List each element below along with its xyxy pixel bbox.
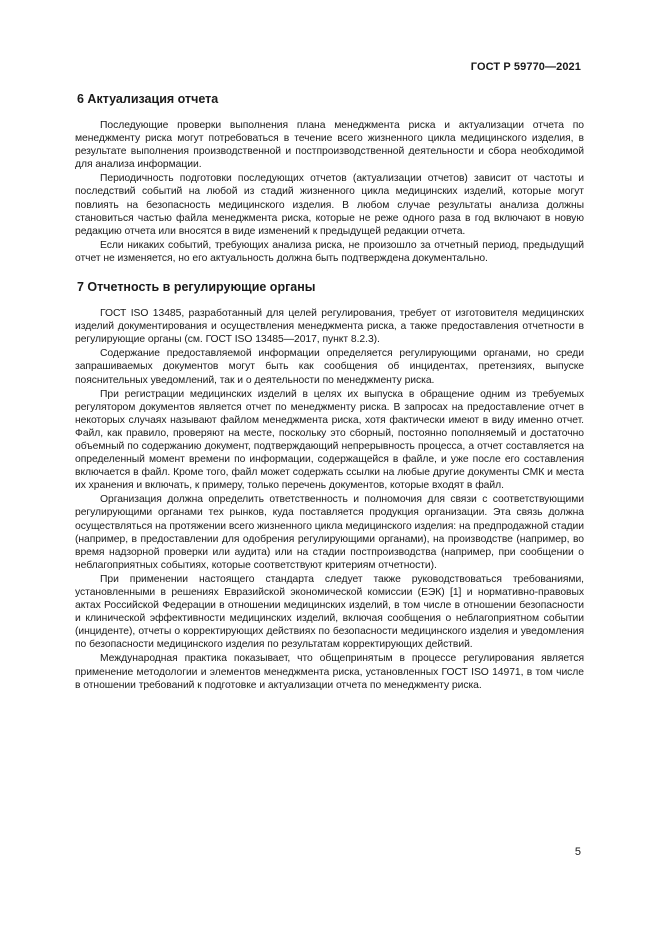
document-body [75,92,584,693]
section-7-paragraph-2: Содержание предоставляемой информации определяется регулирующими органами, но среди запрашиваемых документов могут быть как сообщения об инцидентах, претензиях, выпуске пояснительных уведомлений, так и о деятельности по менеджменту риска. [75,348,584,386]
section-7-title: 7 Отчетность в регулирующие органы [77,280,316,295]
page-number: 5 [574,846,581,858]
section-7-paragraph-1: ГОСТ ISO 13485, разработанный для целей регулирования, требует от изготовителя медицинских изделий документирования и осуществления менеджмента риска, а также предоставления отчетности в регулирующие органы (см. ГОСТ ISO 13485—2017, пункт 8.2.3). [75,308,584,346]
section-6-paragraph-2: Периодичность подготовки последующих отчетов (актуализации отчетов) зависит от частоты и последствий событий на любой из стадий жизненного цикла медицинских изделий, которые могут повлиять на безопасность медицинского изделия. В любом случае результаты анализа должны становиться частью файла менеджмента риска, которые не реже одного раза в год включают в новую редакцию отчета или вносятся в виде изменений к предыдущей редакции отчета. [75,173,584,237]
section-6-paragraph-3: Если никаких событий, требующих анализа риска, не произошло за отчетный период, предыдущий отчет не изменяется, но его актуальность должна быть подтверждена документально. [75,239,584,264]
section-7-paragraph-5: При применении настоящего стандарта следует также руководствоваться требованиями, установленными в решениях Евразийской экономической комиссии (ЕЭК) [1] и нормативно-правовых актах Российской Федерации в отношении медицинских изделий, в том числе в отношении безопасности и клинической эффективности медицинских изделий, включая сообщения о неблагоприятном событии (инциденте), отчеты о корректирующих действиях по безопасности медицинского изделия и уведомления по безопасности медицинского изделия по результатам корректирующих действий. [75,573,584,651]
section-7-paragraph-4: Организация должна определить ответственность и полномочия для связи с соответствующими регулирующими органами тех рынков, куда поставляется продукция организации. Эта связь должна осуществляться на протяжении всего жизненного цикла медицинского изделия: на предпродажной стадии (например, в предоставлении для одобрения регулирующими органами), на производстве (например, во время надзорной проверки или аудита) или на стадии постпроизводства (например, при сообщении о неблагоприятных событиях, которые соответствуют критериям отчетности). [75,494,584,571]
section-7-paragraph-3: При регистрации медицинских изделий в целях их выпуска в обращение одним из требуемых регулятором документов является отчет по менеджменту риска. В запросах на предоставление отчет в некоторых случаях называют файлом менеджмента риска, хотя фактически имеют в виду именно отчет. Файл, как правило, проверяют на месте, поскольку это сборный, постоянно пополняемый и достаточно объемный по содержанию документ, подтверждающий непрерывность процесса, а отчет составляется на определенный момент времени по информации, содержащейся в файле, и уже после его составления включается в файл. Кроме того, файл может содержать ссылки на любые другие документы СМК и места их хранения и включать, к примеру, только перечень документов, которые входят в файл. [75,388,584,492]
section-6-paragraph-1: Последующие проверки выполнения плана менеджмента риска и актуализации отчета по менеджменту риска могут потребоваться в течение всего жизненного цикла медицинского изделия, в результате выполнения производственной и постпроизводственной деятельности и сбора необходимой для анализа информации. [75,120,584,171]
document-code: ГОСТ Р 59770—2021 [470,61,581,73]
section-7-paragraph-6: Международная практика показывает, что общепринятым в процессе регулирования является применение методологии и элементов менеджмента риска, установленных ГОСТ ISO 14971, в том числе в отношении требований к подготовке и актуализации отчета по менеджменту риска. [75,653,584,691]
section-6-title: 6 Актуализация отчета [77,92,219,106]
